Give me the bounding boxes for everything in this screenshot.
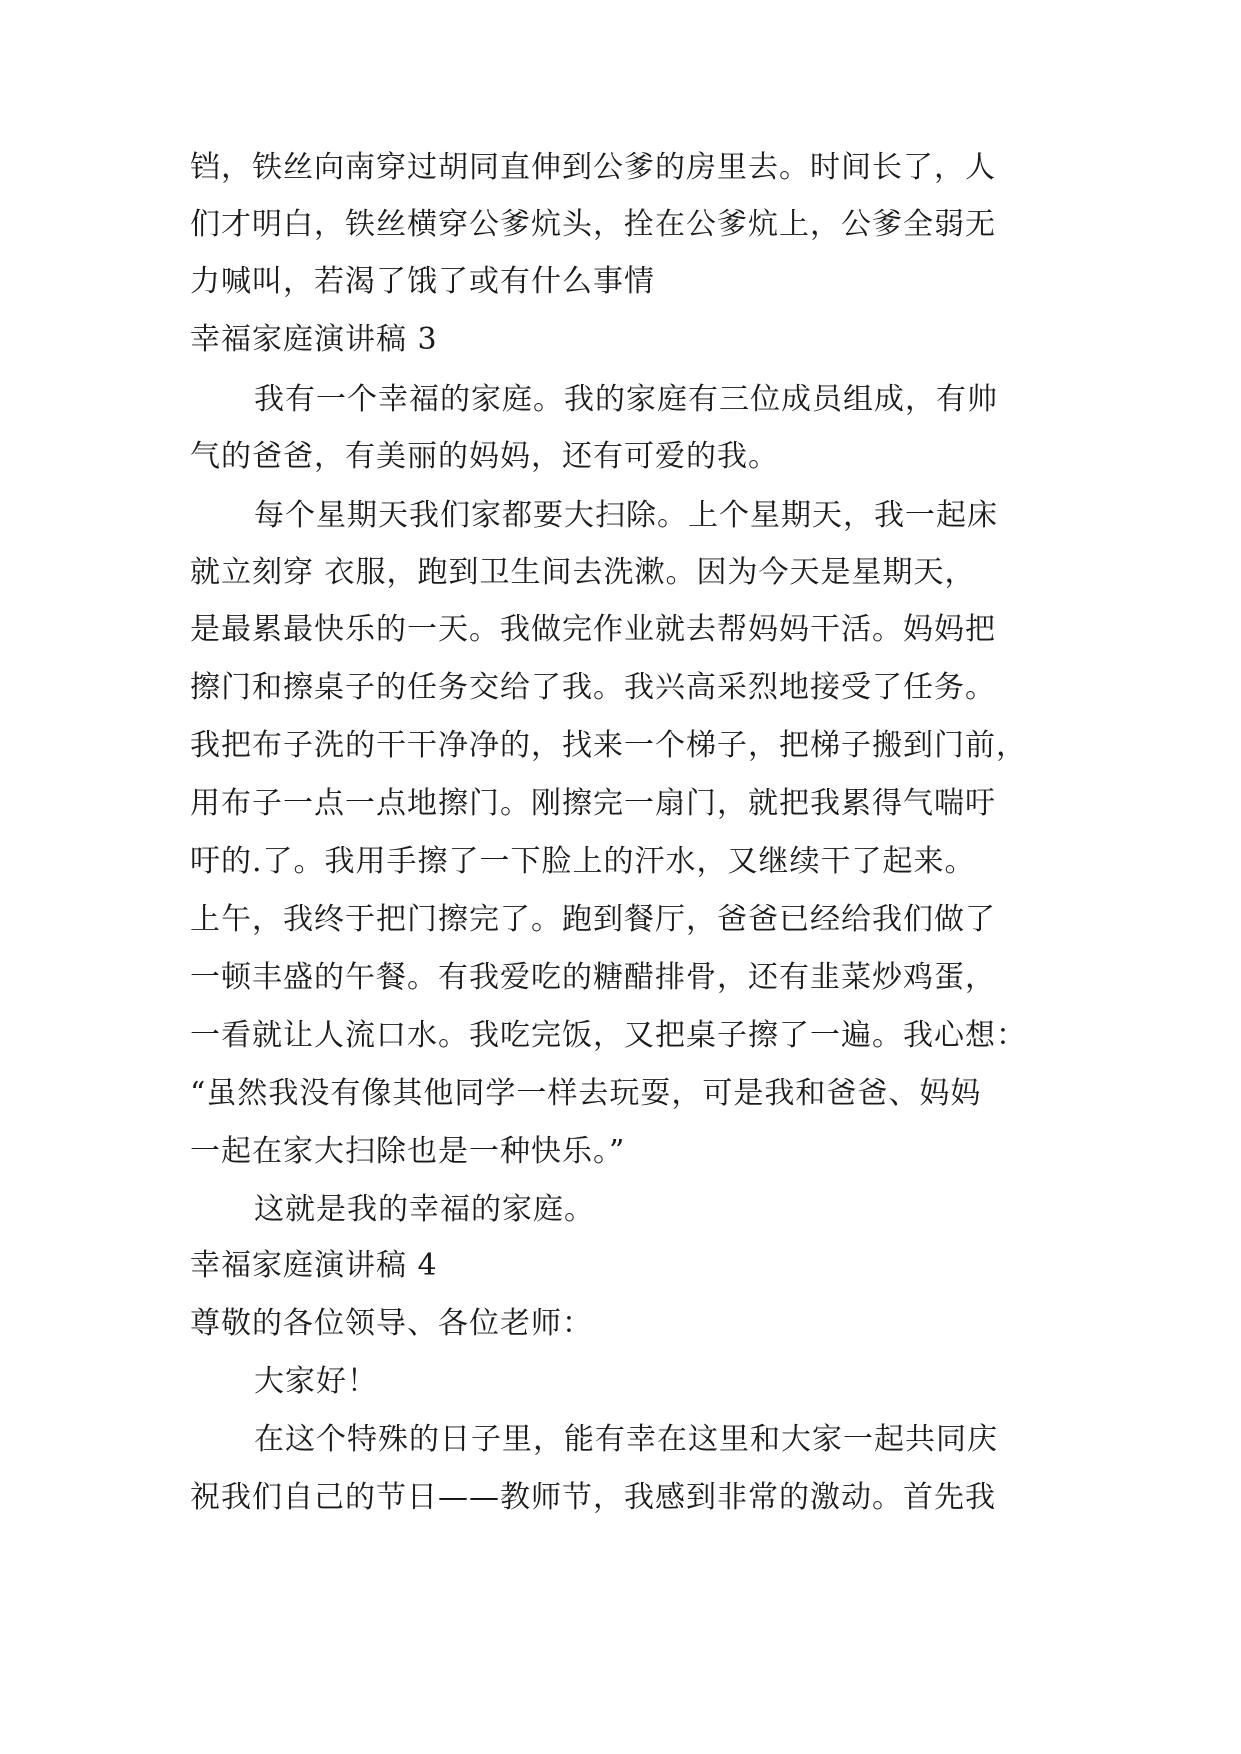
text-line: 力喊叫，若渴了饿了或有什么事情 (190, 264, 655, 299)
text-line: “虽然我没有像其他同学一样去玩耍，可是我和爸爸、妈妈 (190, 1076, 982, 1111)
text-line: 气的爸爸，有美丽的妈妈，还有可爱的我。 (190, 439, 779, 474)
text-line: 就立刻穿 衣服，跑到卫生间去洗漱。因为今天是星期天， (190, 555, 976, 590)
section-heading: 幸福家庭演讲稿 4 (190, 1248, 438, 1283)
text-line: 这就是我的幸福的家庭。 (254, 1192, 595, 1227)
section-heading: 幸福家庭演讲稿 3 (190, 322, 438, 357)
text-line: 们才明白，铁丝横穿公爹炕头，拴在公爹炕上，公爹全弱无 (190, 207, 996, 242)
text-line: 我把布子洗的干干净净的，找来一个梯子，把梯子搬到门前， (190, 728, 1027, 763)
text-line: 擦门和擦桌子的任务交给了我。我兴高采烈地接受了任务。 (190, 670, 996, 705)
text-line: 我有一个幸福的家庭。我的家庭有三位成员组成，有帅 (254, 382, 998, 417)
text-line: 一顿丰盛的午餐。有我爱吃的糖醋排骨，还有韭菜炒鸡蛋， (190, 960, 996, 995)
text-line: 吁的.了。我用手擦了一下脸上的汗水，又继续干了起来。 (190, 844, 976, 879)
text-line: 一看就让人流口水。我吃完饭，又把桌子擦了一遍。我心想： (190, 1018, 1027, 1053)
text-line: 铛，铁丝向南穿过胡同直伸到公爹的房里去。时间长了，人 (190, 150, 996, 185)
text-line: 上午，我终于把门擦完了。跑到餐厅，爸爸已经给我们做了 (190, 902, 996, 937)
text-line: 大家好！ (254, 1364, 378, 1399)
text-line: 在这个特殊的日子里，能有幸在这里和大家一起共同庆 (254, 1422, 998, 1457)
text-line: 每个星期天我们家都要大扫除。上个星期天，我一起床 (254, 498, 998, 533)
text-line: 是最累最快乐的一天。我做完作业就去帮妈妈干活。妈妈把 (190, 612, 996, 647)
text-line: 祝我们自己的节日——教师节，我感到非常的激动。首先我 (190, 1480, 996, 1515)
text-line: 用布子一点一点地擦门。刚擦完一扇门，就把我累得气喘吁 (190, 786, 996, 821)
text-line: 一起在家大扫除也是一种快乐。” (190, 1134, 626, 1169)
text-line: 尊敬的各位领导、各位老师： (190, 1306, 593, 1341)
